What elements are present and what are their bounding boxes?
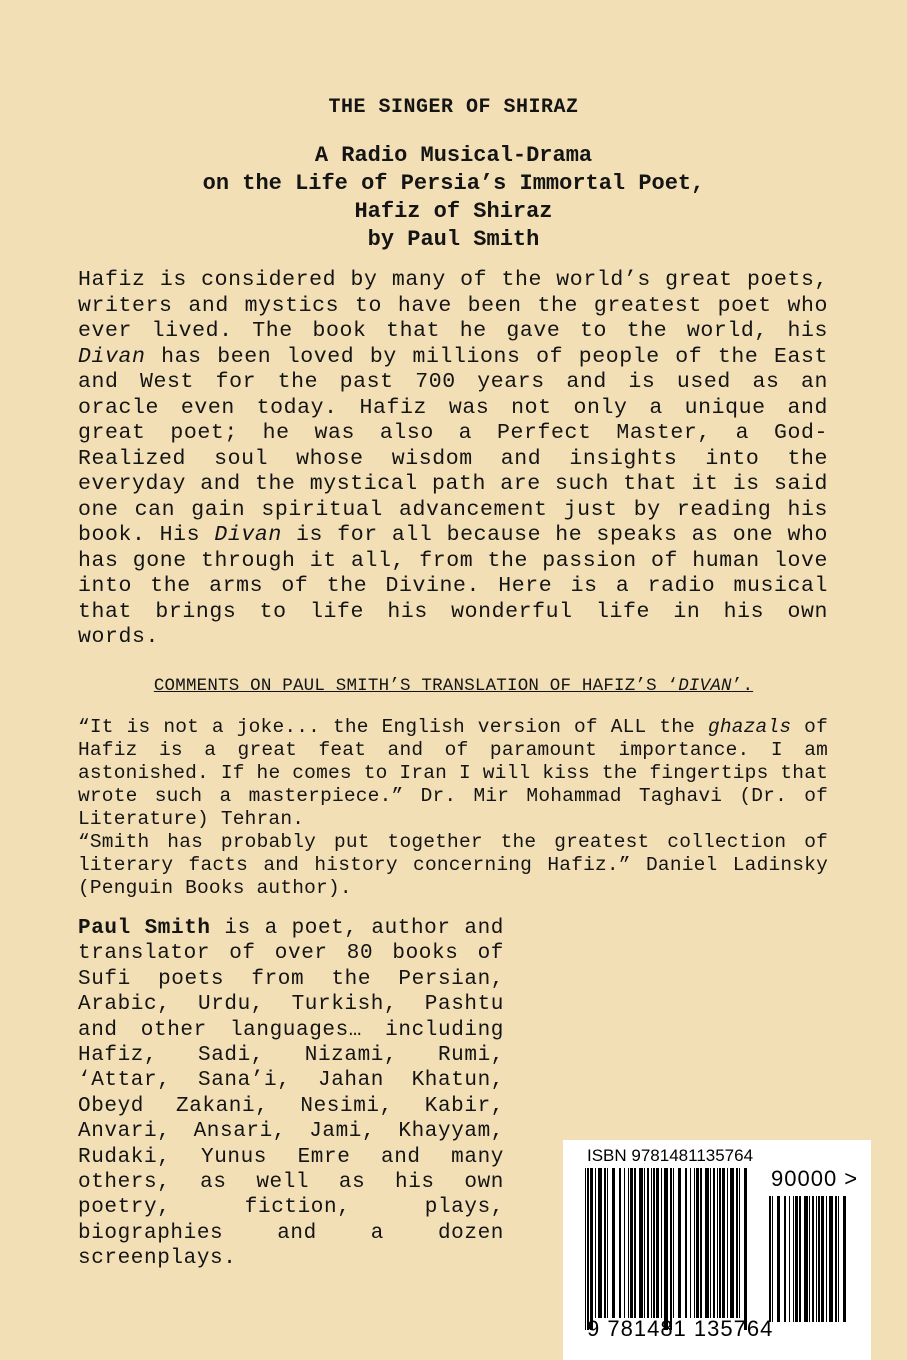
bio-text: is a poet, author and translator of over 80 books of Sufi poets from the Persian, Arabic, Urdu, Turkish, Pashtu and other languages… including Hafiz, Sadi, Nizami, Rumi, ‘Attar, Sana’i, Jahan Khatun, Obeyd Zakani, Nesimi, Kabir, Anvari, Ansari, Jami, Khayyam, Rudaki, Yunus Emre and many others, as well as his own poetry, fiction, plays, biographies and a dozen screenplays. [78, 917, 504, 1271]
barcode-bar [769, 1196, 771, 1322]
barcode-bar [812, 1196, 814, 1322]
barcode-bar [835, 1196, 837, 1322]
divan-title: Divan [78, 344, 146, 369]
isbn-digit-lead: 9 [587, 1316, 601, 1341]
barcode-bar [690, 1168, 691, 1318]
barcode-bar [777, 1196, 780, 1322]
barcode-bar [717, 1168, 718, 1318]
review-quote [78, 716, 828, 831]
subtitle-line: A Radio Musical-Drama [314, 143, 593, 168]
isbn-label: ISBN 9781481135764 [587, 1146, 754, 1165]
barcode-bar [628, 1168, 629, 1318]
isbn-barcode [563, 1140, 871, 1360]
book-subtitle [0, 142, 907, 254]
barcode-bar [634, 1168, 636, 1318]
barcode-bar [630, 1168, 633, 1318]
comments-heading [0, 676, 907, 696]
quote-text: of Hafiz is a great feat and of paramount importance. I am astonished. If he comes to Iran I will kiss the fingertips that wrote such a masterpiece.” Dr. Mir Mohammad Taghavi (Dr. of Literature) Tehran. [78, 716, 828, 830]
comments-heading-text: ’. [731, 676, 754, 696]
barcode-bar [664, 1168, 668, 1330]
isbn-digit-group: 781481 [607, 1316, 687, 1341]
barcode-bar [727, 1168, 728, 1318]
barcode-bar [818, 1196, 820, 1322]
barcode-bar [696, 1168, 699, 1318]
barcode-bar [722, 1168, 725, 1318]
barcode-bar [700, 1168, 702, 1318]
barcode-bar [736, 1168, 738, 1318]
subtitle-line: on the Life of Persia’s Immortal Poet, [202, 171, 705, 196]
barcode-bar [685, 1168, 687, 1318]
barcode-bar [795, 1196, 798, 1322]
book-title: THE SINGER OF SHIRAZ [328, 96, 579, 119]
barcode-bar [816, 1196, 817, 1322]
isbn-digit-group: 135764 [693, 1316, 774, 1341]
description-text: Hafiz is considered by many of the world’s great poets, writers and mystics to have been the greatest poet who ever lived. The book that he gave to the world, his [78, 268, 828, 343]
divan-title: Divan [214, 523, 282, 547]
barcode-bar [799, 1196, 801, 1322]
barcode-bar [744, 1168, 747, 1330]
divan-title: DIVAN [678, 676, 732, 696]
barcode-bar [607, 1168, 608, 1318]
barcode-bar [829, 1196, 833, 1322]
price-code: 90000 > [771, 1166, 859, 1191]
comments-heading-text: COMMENTS ON PAUL SMITH’S TRANSLATION OF HAFIZ’S ‘ [153, 676, 679, 696]
barcode-bar [826, 1196, 827, 1322]
barcode-bar [624, 1168, 625, 1318]
ghazals-word: ghazals [707, 716, 792, 738]
barcode-bar [843, 1196, 846, 1322]
barcode-bar [590, 1168, 593, 1330]
barcode-bar [653, 1168, 655, 1318]
barcode-bar [719, 1168, 721, 1318]
barcode-bar [784, 1196, 786, 1322]
review-quote: “Smith has probably put together the greatest collection of literary facts and history concerning Hafiz.” Daniel Ladinsky (Penguin Books author). [78, 831, 828, 899]
barcode-bar [673, 1168, 674, 1318]
book-description [78, 268, 828, 651]
barcode-addon-bars [769, 1196, 846, 1322]
barcode-bar [793, 1196, 794, 1322]
barcode-bar [809, 1196, 810, 1322]
barcode-bar [821, 1196, 824, 1322]
author-byline: by Paul Smith [367, 227, 540, 252]
barcode-bar [694, 1168, 695, 1318]
barcode-bar [730, 1168, 734, 1318]
review-quotes [78, 716, 828, 900]
barcode-bar [789, 1196, 790, 1322]
barcode-bar [804, 1196, 808, 1322]
barcode-bar [678, 1168, 681, 1318]
author-name: Paul Smith [78, 917, 211, 940]
barcode-bar [612, 1168, 615, 1318]
author-bio [78, 916, 504, 1272]
barcode-bar [656, 1168, 659, 1318]
description-text: is for all because he speaks as one who has gone through it all, from the passion of human love into the arms of the Divine. Here is a radio musical that brings to life his wonderful life in his own words. [78, 523, 828, 649]
barcode-bar [710, 1168, 711, 1318]
barcode-bar [705, 1168, 709, 1318]
barcode-bar [587, 1168, 589, 1330]
barcode-bar [661, 1168, 662, 1318]
barcode-bar [619, 1168, 621, 1318]
barcode-bar [772, 1196, 773, 1322]
barcode-bar [639, 1168, 643, 1318]
barcode-bar [644, 1168, 645, 1318]
quote-text: “It is not a joke... the English version of ALL the [78, 716, 708, 738]
barcode-bar [598, 1168, 602, 1318]
isbn-digits [587, 1316, 773, 1342]
description-text: has been loved by millions of people of the East and West for the past 700 years and is used as an oracle even today. Hafiz was not only a unique and great poet; he was also a Perfect Master, a God-Realized soul whose wisdom and insights into the everyday and the mystical path are such that it is said one can gain spiritual advancement just by reading his book. His [78, 344, 828, 547]
barcode-bar [713, 1168, 715, 1318]
barcode-bar [585, 1168, 586, 1330]
barcode-bar [604, 1168, 606, 1318]
barcode-bar [651, 1168, 652, 1318]
barcode-bar [838, 1196, 839, 1322]
barcode-main-bars [585, 1168, 747, 1330]
barcode-bar [595, 1168, 596, 1318]
subtitle-line: Hafiz of Shiraz [354, 199, 553, 224]
barcode-bar [670, 1168, 672, 1330]
barcode-bar [739, 1168, 740, 1318]
barcode-bar [647, 1168, 649, 1318]
